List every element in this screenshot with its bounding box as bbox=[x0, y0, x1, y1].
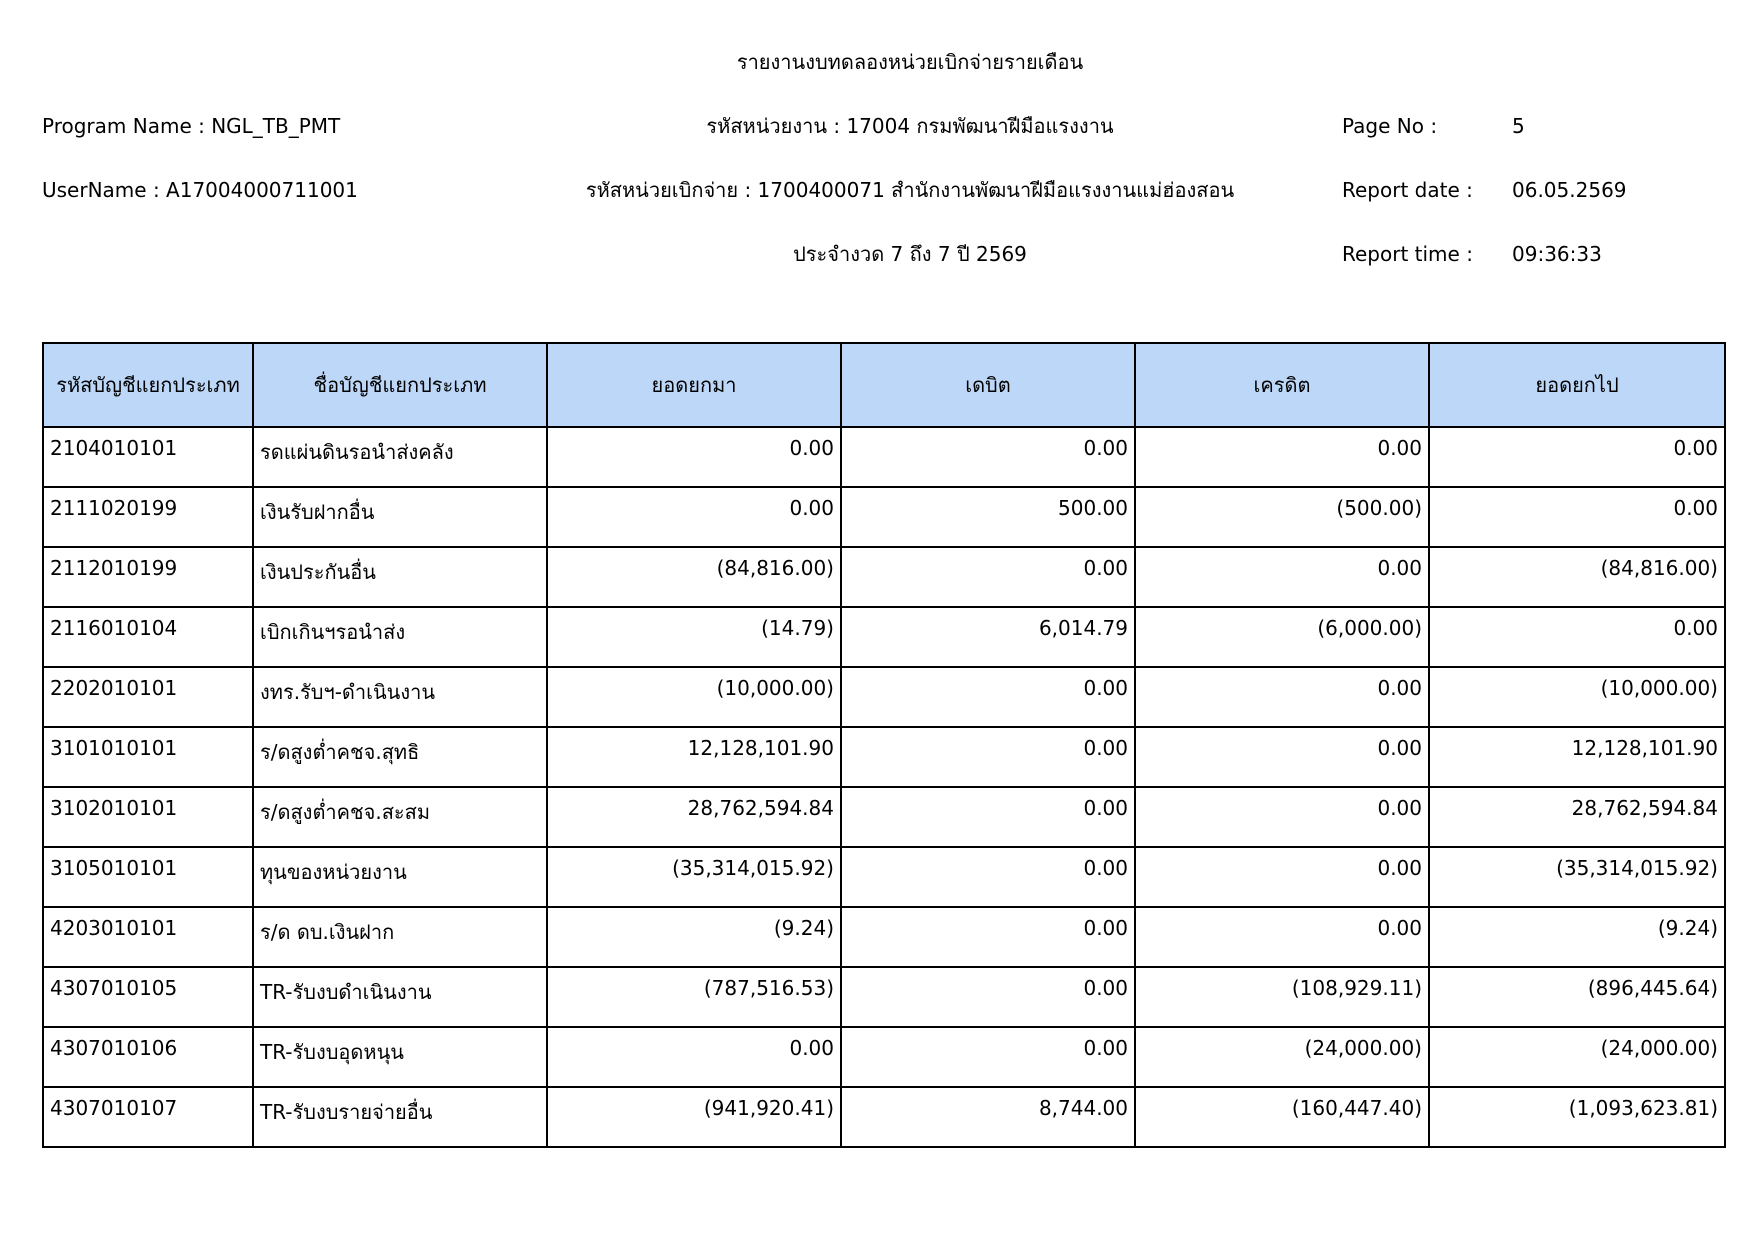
account-name-cell: เงินรับฝากอื่น bbox=[253, 487, 547, 547]
debit-cell: 0.00 bbox=[841, 1027, 1135, 1087]
trial-balance-table bbox=[42, 342, 1726, 1148]
debit-cell: 500.00 bbox=[841, 487, 1135, 547]
brought-forward-cell: 12,128,101.90 bbox=[547, 727, 841, 787]
debit-cell: 6,014.79 bbox=[841, 607, 1135, 667]
debit-cell: 0.00 bbox=[841, 967, 1135, 1027]
credit-cell: 0.00 bbox=[1135, 907, 1429, 967]
account-name-cell: ทุนของหน่วยงาน bbox=[253, 847, 547, 907]
account-name-cell: เงินประกันอื่น bbox=[253, 547, 547, 607]
account-code-cell: 4203010101 bbox=[43, 907, 253, 967]
credit-cell: 0.00 bbox=[1135, 667, 1429, 727]
carried-forward-cell: 0.00 bbox=[1429, 487, 1725, 547]
account-code-cell: 2111020199 bbox=[43, 487, 253, 547]
table-row bbox=[43, 1087, 1725, 1147]
debit-cell: 0.00 bbox=[841, 547, 1135, 607]
credit-cell: 0.00 bbox=[1135, 787, 1429, 847]
carried-forward-cell: (896,445.64) bbox=[1429, 967, 1725, 1027]
account-code-cell: 4307010105 bbox=[43, 967, 253, 1027]
debit-cell: 0.00 bbox=[841, 727, 1135, 787]
debit-cell: 0.00 bbox=[841, 427, 1135, 487]
carried-forward-cell: 0.00 bbox=[1429, 427, 1725, 487]
table-row bbox=[43, 667, 1725, 727]
program-name: Program Name : NGL_TB_PMT bbox=[42, 114, 341, 138]
account-code-cell: 4307010106 bbox=[43, 1027, 253, 1087]
report-date-value: 06.05.2569 bbox=[1512, 178, 1627, 202]
column-header-credit: เครดิต bbox=[1135, 343, 1429, 427]
table-header-row bbox=[43, 343, 1725, 427]
brought-forward-cell: (9.24) bbox=[547, 907, 841, 967]
table-row bbox=[43, 907, 1725, 967]
page-no-label: Page No : bbox=[1342, 114, 1438, 138]
credit-cell: (24,000.00) bbox=[1135, 1027, 1429, 1087]
report-title: รายงานงบทดลองหน่วยเบิกจ่ายรายเดือน bbox=[736, 50, 1084, 74]
account-name-cell: TR-รับงบอุดหนุน bbox=[253, 1027, 547, 1087]
account-code-cell: 2112010199 bbox=[43, 547, 253, 607]
table-row bbox=[43, 727, 1725, 787]
debit-cell: 8,744.00 bbox=[841, 1087, 1135, 1147]
carried-forward-cell: (35,314,015.92) bbox=[1429, 847, 1725, 907]
debit-cell: 0.00 bbox=[841, 667, 1135, 727]
credit-cell: (500.00) bbox=[1135, 487, 1429, 547]
page-no-value: 5 bbox=[1512, 114, 1525, 138]
user-name: UserName : A17004000711001 bbox=[42, 178, 358, 202]
account-name-cell: เบิกเกินฯรอนำส่ง bbox=[253, 607, 547, 667]
table-row bbox=[43, 847, 1725, 907]
debit-cell: 0.00 bbox=[841, 907, 1135, 967]
credit-cell: 0.00 bbox=[1135, 547, 1429, 607]
debit-cell: 0.00 bbox=[841, 787, 1135, 847]
account-code-cell: 2116010104 bbox=[43, 607, 253, 667]
carried-forward-cell: (84,816.00) bbox=[1429, 547, 1725, 607]
carried-forward-cell: 28,762,594.84 bbox=[1429, 787, 1725, 847]
column-header-account-name: ชื่อบัญชีแยกประเภท bbox=[253, 343, 547, 427]
carried-forward-cell: 0.00 bbox=[1429, 607, 1725, 667]
table-row bbox=[43, 427, 1725, 487]
carried-forward-cell: 12,128,101.90 bbox=[1429, 727, 1725, 787]
account-code-cell: 3102010101 bbox=[43, 787, 253, 847]
account-name-cell: ร/ดสูงต่ำคชจ.สุทธิ bbox=[253, 727, 547, 787]
account-name-cell: TR-รับงบดำเนินงาน bbox=[253, 967, 547, 1027]
credit-cell: (108,929.11) bbox=[1135, 967, 1429, 1027]
table-row bbox=[43, 547, 1725, 607]
credit-cell: 0.00 bbox=[1135, 727, 1429, 787]
report-date-label: Report date : bbox=[1342, 178, 1473, 202]
credit-cell: (160,447.40) bbox=[1135, 1087, 1429, 1147]
brought-forward-cell: (14.79) bbox=[547, 607, 841, 667]
table-row bbox=[43, 487, 1725, 547]
account-name-cell: งทร.รับฯ-ดำเนินงาน bbox=[253, 667, 547, 727]
credit-cell: 0.00 bbox=[1135, 427, 1429, 487]
carried-forward-cell: (10,000.00) bbox=[1429, 667, 1725, 727]
brought-forward-cell: (10,000.00) bbox=[547, 667, 841, 727]
brought-forward-cell: 0.00 bbox=[547, 427, 841, 487]
agency-code: รหัสหน่วยงาน : 17004 กรมพัฒนาฝีมือแรงงาน bbox=[706, 114, 1114, 138]
table-row bbox=[43, 967, 1725, 1027]
column-header-debit: เดบิต bbox=[841, 343, 1135, 427]
brought-forward-cell: 0.00 bbox=[547, 1027, 841, 1087]
debit-cell: 0.00 bbox=[841, 847, 1135, 907]
account-code-cell: 3101010101 bbox=[43, 727, 253, 787]
report-time-value: 09:36:33 bbox=[1512, 242, 1602, 266]
account-code-cell: 4307010107 bbox=[43, 1087, 253, 1147]
brought-forward-cell: (941,920.41) bbox=[547, 1087, 841, 1147]
column-header-account-code: รหัสบัญชีแยกประเภท bbox=[43, 343, 253, 427]
account-code-cell: 3105010101 bbox=[43, 847, 253, 907]
table-row bbox=[43, 787, 1725, 847]
credit-cell: 0.00 bbox=[1135, 847, 1429, 907]
table-row bbox=[43, 607, 1725, 667]
report-time-label: Report time : bbox=[1342, 242, 1473, 266]
account-name-cell: TR-รับงบรายจ่ายอื่น bbox=[253, 1087, 547, 1147]
account-name-cell: รดแผ่นดินรอนำส่งคลัง bbox=[253, 427, 547, 487]
credit-cell: (6,000.00) bbox=[1135, 607, 1429, 667]
table-row bbox=[43, 1027, 1725, 1087]
carried-forward-cell: (9.24) bbox=[1429, 907, 1725, 967]
brought-forward-cell: (787,516.53) bbox=[547, 967, 841, 1027]
account-name-cell: ร/ด ดบ.เงินฝาก bbox=[253, 907, 547, 967]
brought-forward-cell: (35,314,015.92) bbox=[547, 847, 841, 907]
column-header-carried-forward: ยอดยกไป bbox=[1429, 343, 1725, 427]
brought-forward-cell: (84,816.00) bbox=[547, 547, 841, 607]
brought-forward-cell: 0.00 bbox=[547, 487, 841, 547]
brought-forward-cell: 28,762,594.84 bbox=[547, 787, 841, 847]
account-name-cell: ร/ดสูงต่ำคชจ.สะสม bbox=[253, 787, 547, 847]
account-code-cell: 2104010101 bbox=[43, 427, 253, 487]
column-header-brought-forward: ยอดยกมา bbox=[547, 343, 841, 427]
carried-forward-cell: (24,000.00) bbox=[1429, 1027, 1725, 1087]
carried-forward-cell: (1,093,623.81) bbox=[1429, 1087, 1725, 1147]
report-period: ประจำงวด 7 ถึง 7 ปี 2569 bbox=[793, 242, 1027, 266]
account-code-cell: 2202010101 bbox=[43, 667, 253, 727]
disbursement-unit-code: รหัสหน่วยเบิกจ่าย : 1700400071 สำนักงานพัฒนาฝีมือแรงงานแม่ฮ่องสอน bbox=[585, 178, 1235, 202]
